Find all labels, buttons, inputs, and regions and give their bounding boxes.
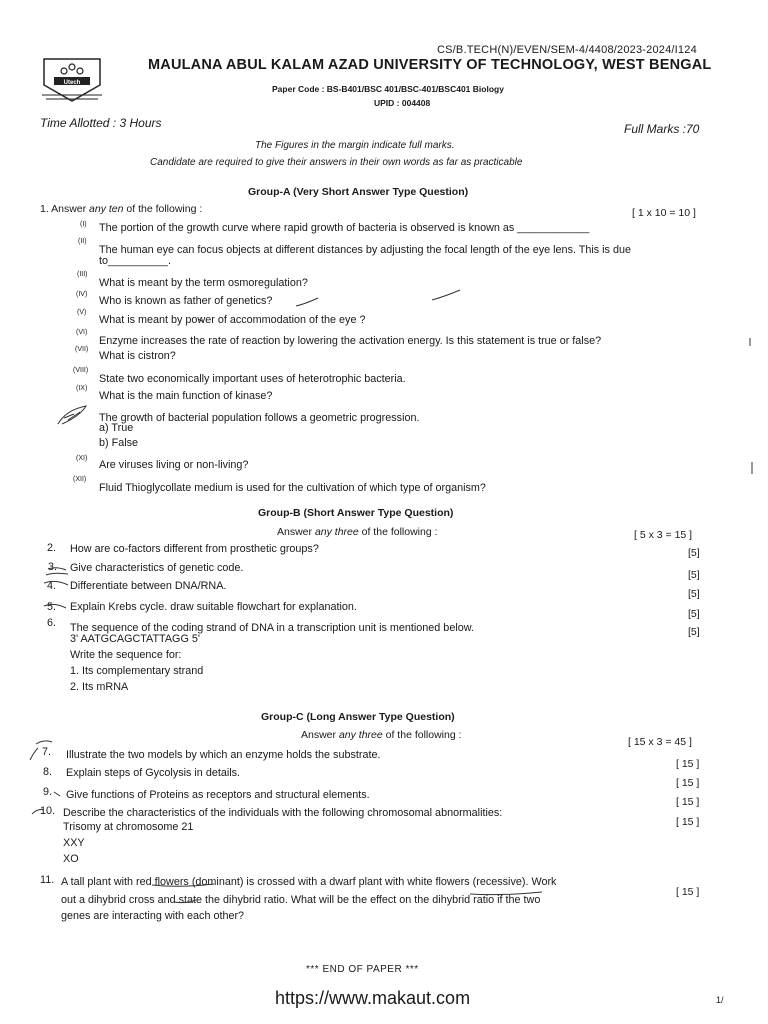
question-number: 11. [40, 874, 55, 886]
question-text: The growth of bacterial population follows a geometric progression. [99, 412, 420, 424]
time-allotted: Time Allotted : 3 Hours [40, 116, 162, 130]
question-text: What is the main function of kinase? [99, 390, 273, 402]
question-number: (VI) [76, 329, 88, 336]
question-number: (XI) [76, 455, 88, 462]
question-text: The human eye can focus objects at different distances by adjusting the focal length of the eye lens. This is due [99, 244, 631, 256]
question-text: What is cistron? [99, 350, 176, 362]
pen-tick-mark [54, 792, 60, 796]
group-a-marks: [ 1 x 10 = 10 ] [632, 207, 696, 219]
group-c-title: Group-C (Long Answer Type Question) [261, 711, 455, 723]
option-true: a) True [99, 422, 134, 434]
question-number: (III) [77, 271, 88, 278]
question-number: 6. [47, 617, 57, 629]
question-text: Differentiate between DNA/RNA. [70, 580, 227, 592]
sequence-prompt: Write the sequence for: [70, 649, 182, 661]
question-marks: [ 15 ] [676, 777, 700, 789]
upid: UPID : 004408 [374, 98, 431, 108]
pen-strike-mark [44, 604, 66, 608]
question-marks: [5] [688, 547, 700, 559]
question-marks: [5] [688, 608, 700, 620]
option-false: b) False [99, 437, 139, 449]
pen-underline [152, 884, 214, 886]
sub-question-1: 1. Its complementary strand [70, 665, 204, 677]
question-text: Describe the characteristics of the individuals with the following chromosomal abnormalities: [63, 807, 503, 819]
question-number: (II) [78, 238, 87, 245]
question-text: State two economically important uses of heterotrophic bacteria. [99, 373, 406, 385]
group-a-title: Group-A (Very Short Answer Type Question) [248, 186, 469, 198]
paper-code: Paper Code : BS-B401/BSC 401/BSC-401/BSC401 Biology [272, 84, 504, 94]
pen-scribble-mark [58, 406, 86, 424]
pen-strike-mark [44, 581, 68, 585]
question-text: How are co-factors different from prosthetic groups? [70, 543, 319, 555]
end-of-paper: *** END OF PAPER *** [306, 964, 419, 975]
question-text-continued: to__________. [99, 255, 172, 267]
question-marks: [5] [688, 626, 700, 638]
question-number: (IX) [76, 385, 88, 392]
question-number: (I) [80, 221, 87, 228]
page-number: 1/ [716, 995, 724, 1005]
question-number: 5. [47, 601, 57, 613]
question-marks: [5] [688, 569, 700, 581]
abnormality-trisomy: Trisomy at chromosome 21 [63, 821, 194, 833]
question-marks: [ 15 ] [676, 886, 700, 898]
question-number: (V) [77, 309, 87, 316]
sub-question-2: 2. Its mRNA [70, 681, 129, 693]
question-number: 10. [40, 805, 56, 817]
website-url[interactable]: https://www.makaut.com [275, 988, 471, 1008]
group-b-marks: [ 5 x 3 = 15 ] [634, 529, 693, 541]
dna-sequence: 3' AATGCAGCTATTAGG 5' [70, 633, 200, 645]
question-marks: [5] [688, 588, 700, 600]
question-number: (IV) [76, 291, 88, 298]
paper-reference: CS/B.TECH(N)/EVEN/SEM-4/4408/2023-2024/I124 [437, 44, 697, 56]
question-text-continued: genes are interacting with each other? [61, 910, 245, 922]
question-number: 4. [47, 580, 57, 592]
question-marks: [ 15 ] [676, 758, 700, 770]
question-text: Are viruses living or non-living? [99, 459, 249, 471]
group-b-instruction: Answer any three of the following : [277, 526, 438, 538]
group-c-instruction: Answer any three of the following : [301, 729, 462, 741]
pen-underline [470, 892, 542, 895]
university-name: MAULANA ABUL KALAM AZAD UNIVERSITY OF TECHNOLOGY, WEST BENGAL [148, 57, 712, 73]
pen-underline [174, 900, 196, 903]
question-marks: [ 15 ] [676, 796, 700, 808]
abnormality-xo: XO [63, 853, 79, 865]
question-number: 8. [43, 766, 53, 778]
instruction-note-1: The Figures in the margin indicate full marks. [255, 140, 455, 151]
question-number: (VII) [75, 346, 89, 353]
question-text: Explain Krebs cycle. draw suitable flowchart for explanation. [70, 601, 357, 613]
question-text: Who is known as father of genetics? [99, 295, 273, 307]
pen-check-mark [30, 741, 52, 760]
question-text: Give functions of Proteins as receptors and structural elements. [66, 789, 370, 801]
pen-tick-mark [198, 319, 204, 322]
question-number: 2. [47, 542, 57, 554]
question-number: (XII) [73, 476, 87, 483]
question-text: The portion of the growth curve where rapid growth of bacteria is observed is known as ____________ [99, 222, 590, 234]
group-b-title: Group-B (Short Answer Type Question) [258, 507, 454, 519]
question-text: Enzyme increases the rate of reaction by lowering the activation energy. Is this statement is true or false? [99, 335, 602, 347]
question-number: 3. [48, 561, 58, 573]
instruction-note-2: Candidate are required to give their answers in their own words as far as practicable [150, 157, 523, 168]
logo-text: Utech [63, 80, 81, 86]
question-text: What is meant by power of accommodation of the eye ? [99, 314, 366, 326]
question-marks: [ 15 ] [676, 816, 700, 828]
abnormality-xxy: XXY [63, 837, 85, 849]
question-text: Explain steps of Gycolysis in details. [66, 767, 241, 779]
full-marks: Full Marks :70 [624, 122, 700, 136]
question-number: (VIII) [73, 367, 89, 374]
question-text: A tall plant with red flowers (dominant) is crossed with a dwarf plant with white flowers (recessive). Work [61, 876, 557, 888]
group-a-instruction: 1. Answer any ten of the following : [40, 203, 203, 215]
question-text: The sequence of the coding strand of DNA in a transcription unit is mentioned below. [70, 622, 474, 634]
pen-strike-mark [46, 568, 68, 575]
question-text: Fluid Thioglycollate medium is used for the cultivation of which type of organism? [99, 482, 486, 494]
question-text: Illustrate the two models by which an enzyme holds the substrate. [66, 749, 381, 761]
pen-check-mark [32, 810, 44, 815]
pen-tick-mark [432, 290, 460, 300]
question-text: Give characteristics of genetic code. [70, 562, 244, 574]
question-number: 9. [43, 786, 53, 798]
scan-mark [750, 338, 752, 474]
question-text-continued: out a dihybrid cross and state the dihybrid ratio. What will be the effect on the dihybrid ratio if the two [61, 894, 541, 906]
question-number: 7. [42, 746, 52, 758]
pen-tick-mark [296, 298, 318, 306]
question-text: What is meant by the term osmoregulation? [99, 277, 308, 289]
group-c-marks: [ 15 x 3 = 45 ] [628, 736, 692, 748]
